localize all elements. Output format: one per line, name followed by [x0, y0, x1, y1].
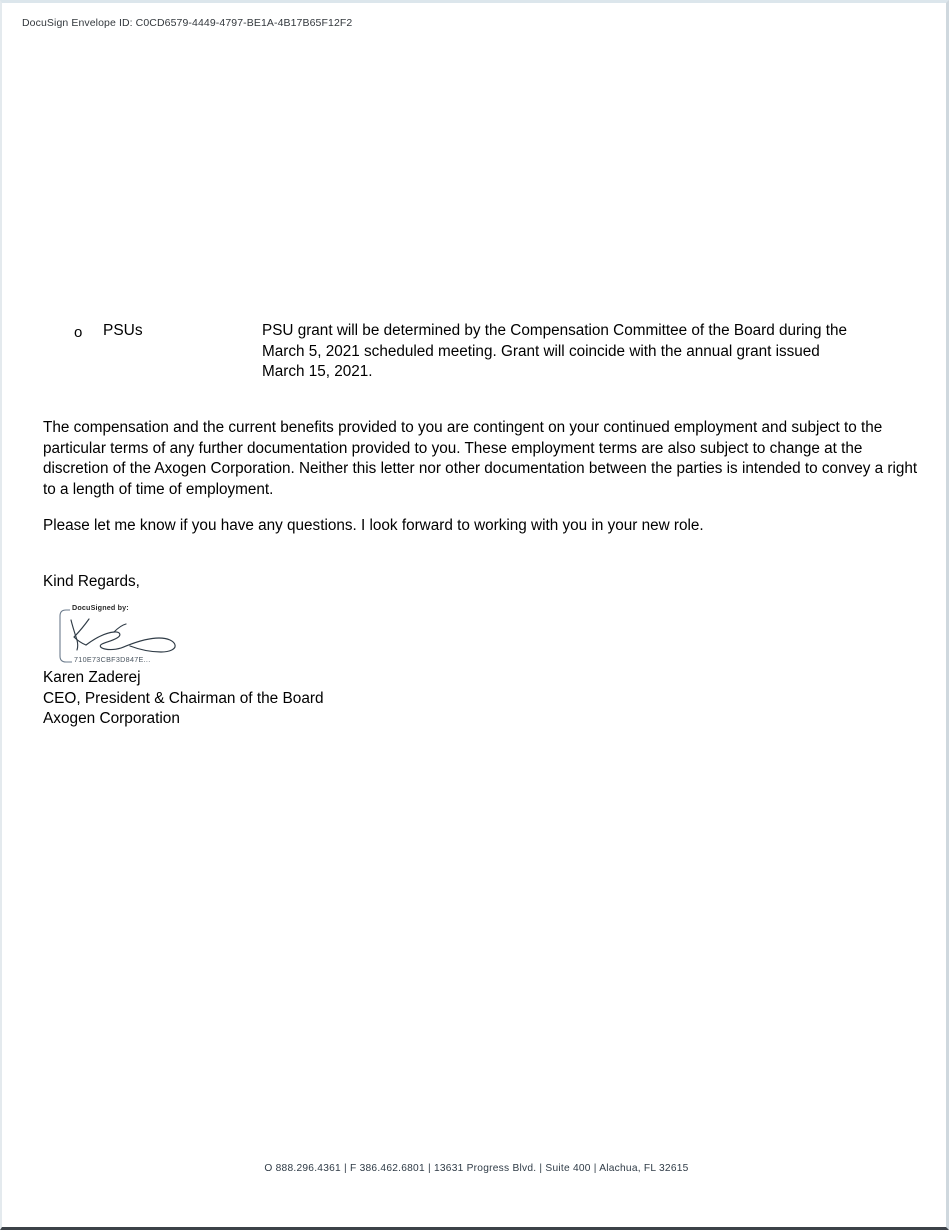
signature-guid: 710E73CBF3D847E... [74, 655, 151, 664]
bullet-circle-icon: o [74, 324, 83, 341]
docusign-signature-block [52, 603, 192, 668]
signer-block [43, 668, 324, 730]
paragraph-questions: Please let me know if you have any questions. I look forward to working with you in your new role. [43, 517, 704, 534]
signer-title: CEO, President & Chairman of the Board [43, 689, 324, 707]
page-footer-contact: O 888.296.4361 | F 386.462.6801 | 13631 Progress Blvd. | Suite 400 | Alachua, FL 32615 [264, 1163, 689, 1174]
docusign-envelope-id: DocuSign Envelope ID: C0CD6579-4449-4797-BE1A-4B17B65F12F2 [22, 17, 353, 29]
handwritten-signature-icon [62, 614, 187, 659]
signer-name: Karen Zaderej [43, 669, 141, 686]
closing-salutation: Kind Regards, [43, 573, 140, 590]
bullet-list [74, 321, 874, 383]
docusigned-by-label: DocuSigned by: [72, 603, 129, 612]
paragraph-employment-terms: The compensation and the current benefits provided to you are contingent on your continued employment and subject to the particular terms of any further documentation provided to you. These employment terms are also subject to change at the discretion of the Axogen Corporation. Neither this letter nor other documentation between the parties is intended to convey a right to a length of time of employment. [43, 419, 918, 498]
bullet-item-description: PSU grant will be determined by the Compensation Committee of the Board during the March 5, 2021 scheduled meeting. Grant will coincide with the annual grant issued March 15, 2021. [262, 322, 847, 380]
list-item [74, 321, 874, 383]
bullet-item-label: PSUs [103, 322, 143, 339]
signer-company: Axogen Corporation [43, 710, 180, 728]
